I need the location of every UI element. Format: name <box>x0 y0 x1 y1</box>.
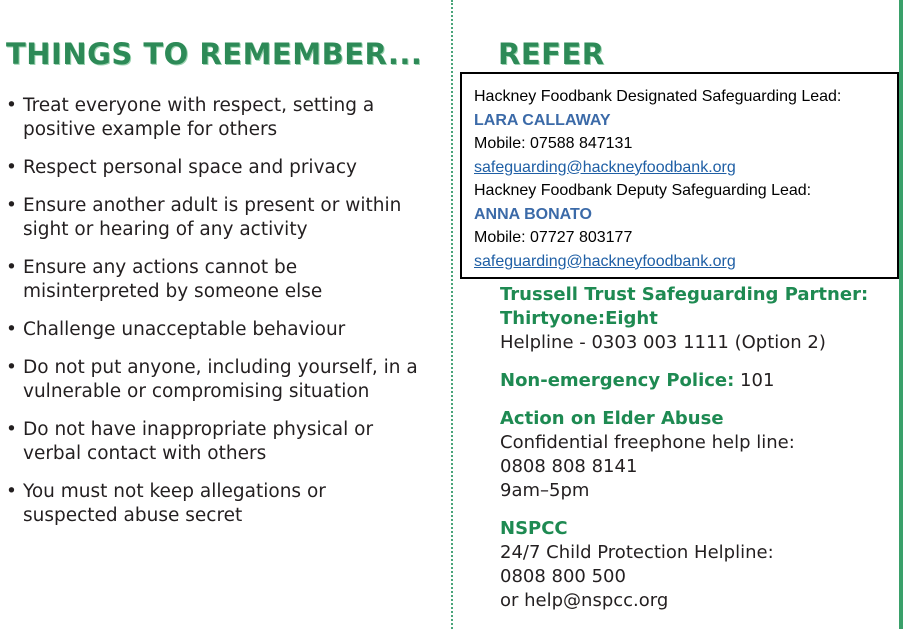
bullet-icon: • <box>6 257 17 278</box>
list-item-text: Do not have inappropriate physical or verbal contact with others <box>23 419 374 464</box>
lead-title: Hackney Foodbank Designated Safeguarding Lead: <box>474 88 842 105</box>
police-number: 101 <box>734 370 775 391</box>
fold-line <box>451 0 453 629</box>
list-item <box>6 480 426 528</box>
refer-heading: REFER <box>498 37 605 71</box>
nspcc-line: 24/7 Child Protection Helpline: <box>500 542 774 563</box>
elder-abuse-line: Confidential freephone help line: <box>500 432 795 453</box>
trussell-trust-contact <box>500 283 890 355</box>
bullet-icon: • <box>6 419 17 440</box>
nspcc-title: NSPCC <box>500 518 568 539</box>
lead-email-link[interactable]: safeguarding@hackneyfoodbank.org <box>474 158 736 176</box>
elder-abuse-hours: 9am–5pm <box>500 480 590 501</box>
safeguarding-leads-box <box>460 72 899 279</box>
deputy-title: Hackney Foodbank Deputy Safeguarding Lead: <box>474 182 812 199</box>
list-item <box>6 318 426 342</box>
police-contact <box>500 369 890 393</box>
thirtyone-eight-title: Thirtyone:Eight <box>500 308 658 329</box>
list-item-text: Ensure any actions cannot be misinterpreted by someone else <box>23 257 323 302</box>
list-item-text: You must not keep allegations or suspected abuse secret <box>23 481 326 526</box>
list-item-text: Respect personal space and privacy <box>23 157 357 178</box>
elder-abuse-phone: 0808 808 8141 <box>500 456 638 477</box>
trussell-helpline: Helpline - 0303 003 1111 (Option 2) <box>500 332 826 353</box>
contacts-list <box>500 283 890 627</box>
list-item <box>6 194 426 242</box>
list-item-text: Do not put anyone, including yourself, in a vulnerable or compromising situation <box>23 357 418 402</box>
bullet-icon: • <box>6 481 17 502</box>
elder-abuse-contact <box>500 407 890 503</box>
trussell-title: Trussell Trust Safeguarding Partner: <box>500 284 869 305</box>
list-item <box>6 356 426 404</box>
bullet-icon: • <box>6 357 17 378</box>
rules-list <box>6 94 426 542</box>
bullet-icon: • <box>6 157 17 178</box>
nspcc-email: or help@nspcc.org <box>500 590 669 611</box>
page-edge <box>899 0 903 629</box>
bullet-icon: • <box>6 195 17 216</box>
lead-name: LARA CALLAWAY <box>474 111 611 129</box>
list-item <box>6 94 426 142</box>
lead-mobile: Mobile: 07588 847131 <box>474 135 633 152</box>
list-item <box>6 156 426 180</box>
list-item-text: Treat everyone with respect, setting a positive example for others <box>23 95 375 140</box>
nspcc-contact <box>500 517 890 613</box>
things-to-remember-heading: THINGS TO REMEMBER... <box>6 37 423 71</box>
police-label: Non-emergency Police: <box>500 370 735 391</box>
deputy-mobile: Mobile: 07727 803177 <box>474 229 633 246</box>
list-item-text: Ensure another adult is present or within sight or hearing of any activity <box>23 195 402 240</box>
deputy-email-link[interactable]: safeguarding@hackneyfoodbank.org <box>474 252 736 270</box>
bullet-icon: • <box>6 95 17 116</box>
list-item <box>6 256 426 304</box>
deputy-name: ANNA BONATO <box>474 205 592 223</box>
list-item <box>6 418 426 466</box>
nspcc-phone: 0808 800 500 <box>500 566 626 587</box>
list-item-text: Challenge unacceptable behaviour <box>23 319 346 340</box>
bullet-icon: • <box>6 319 17 340</box>
elder-abuse-title: Action on Elder Abuse <box>500 408 724 429</box>
